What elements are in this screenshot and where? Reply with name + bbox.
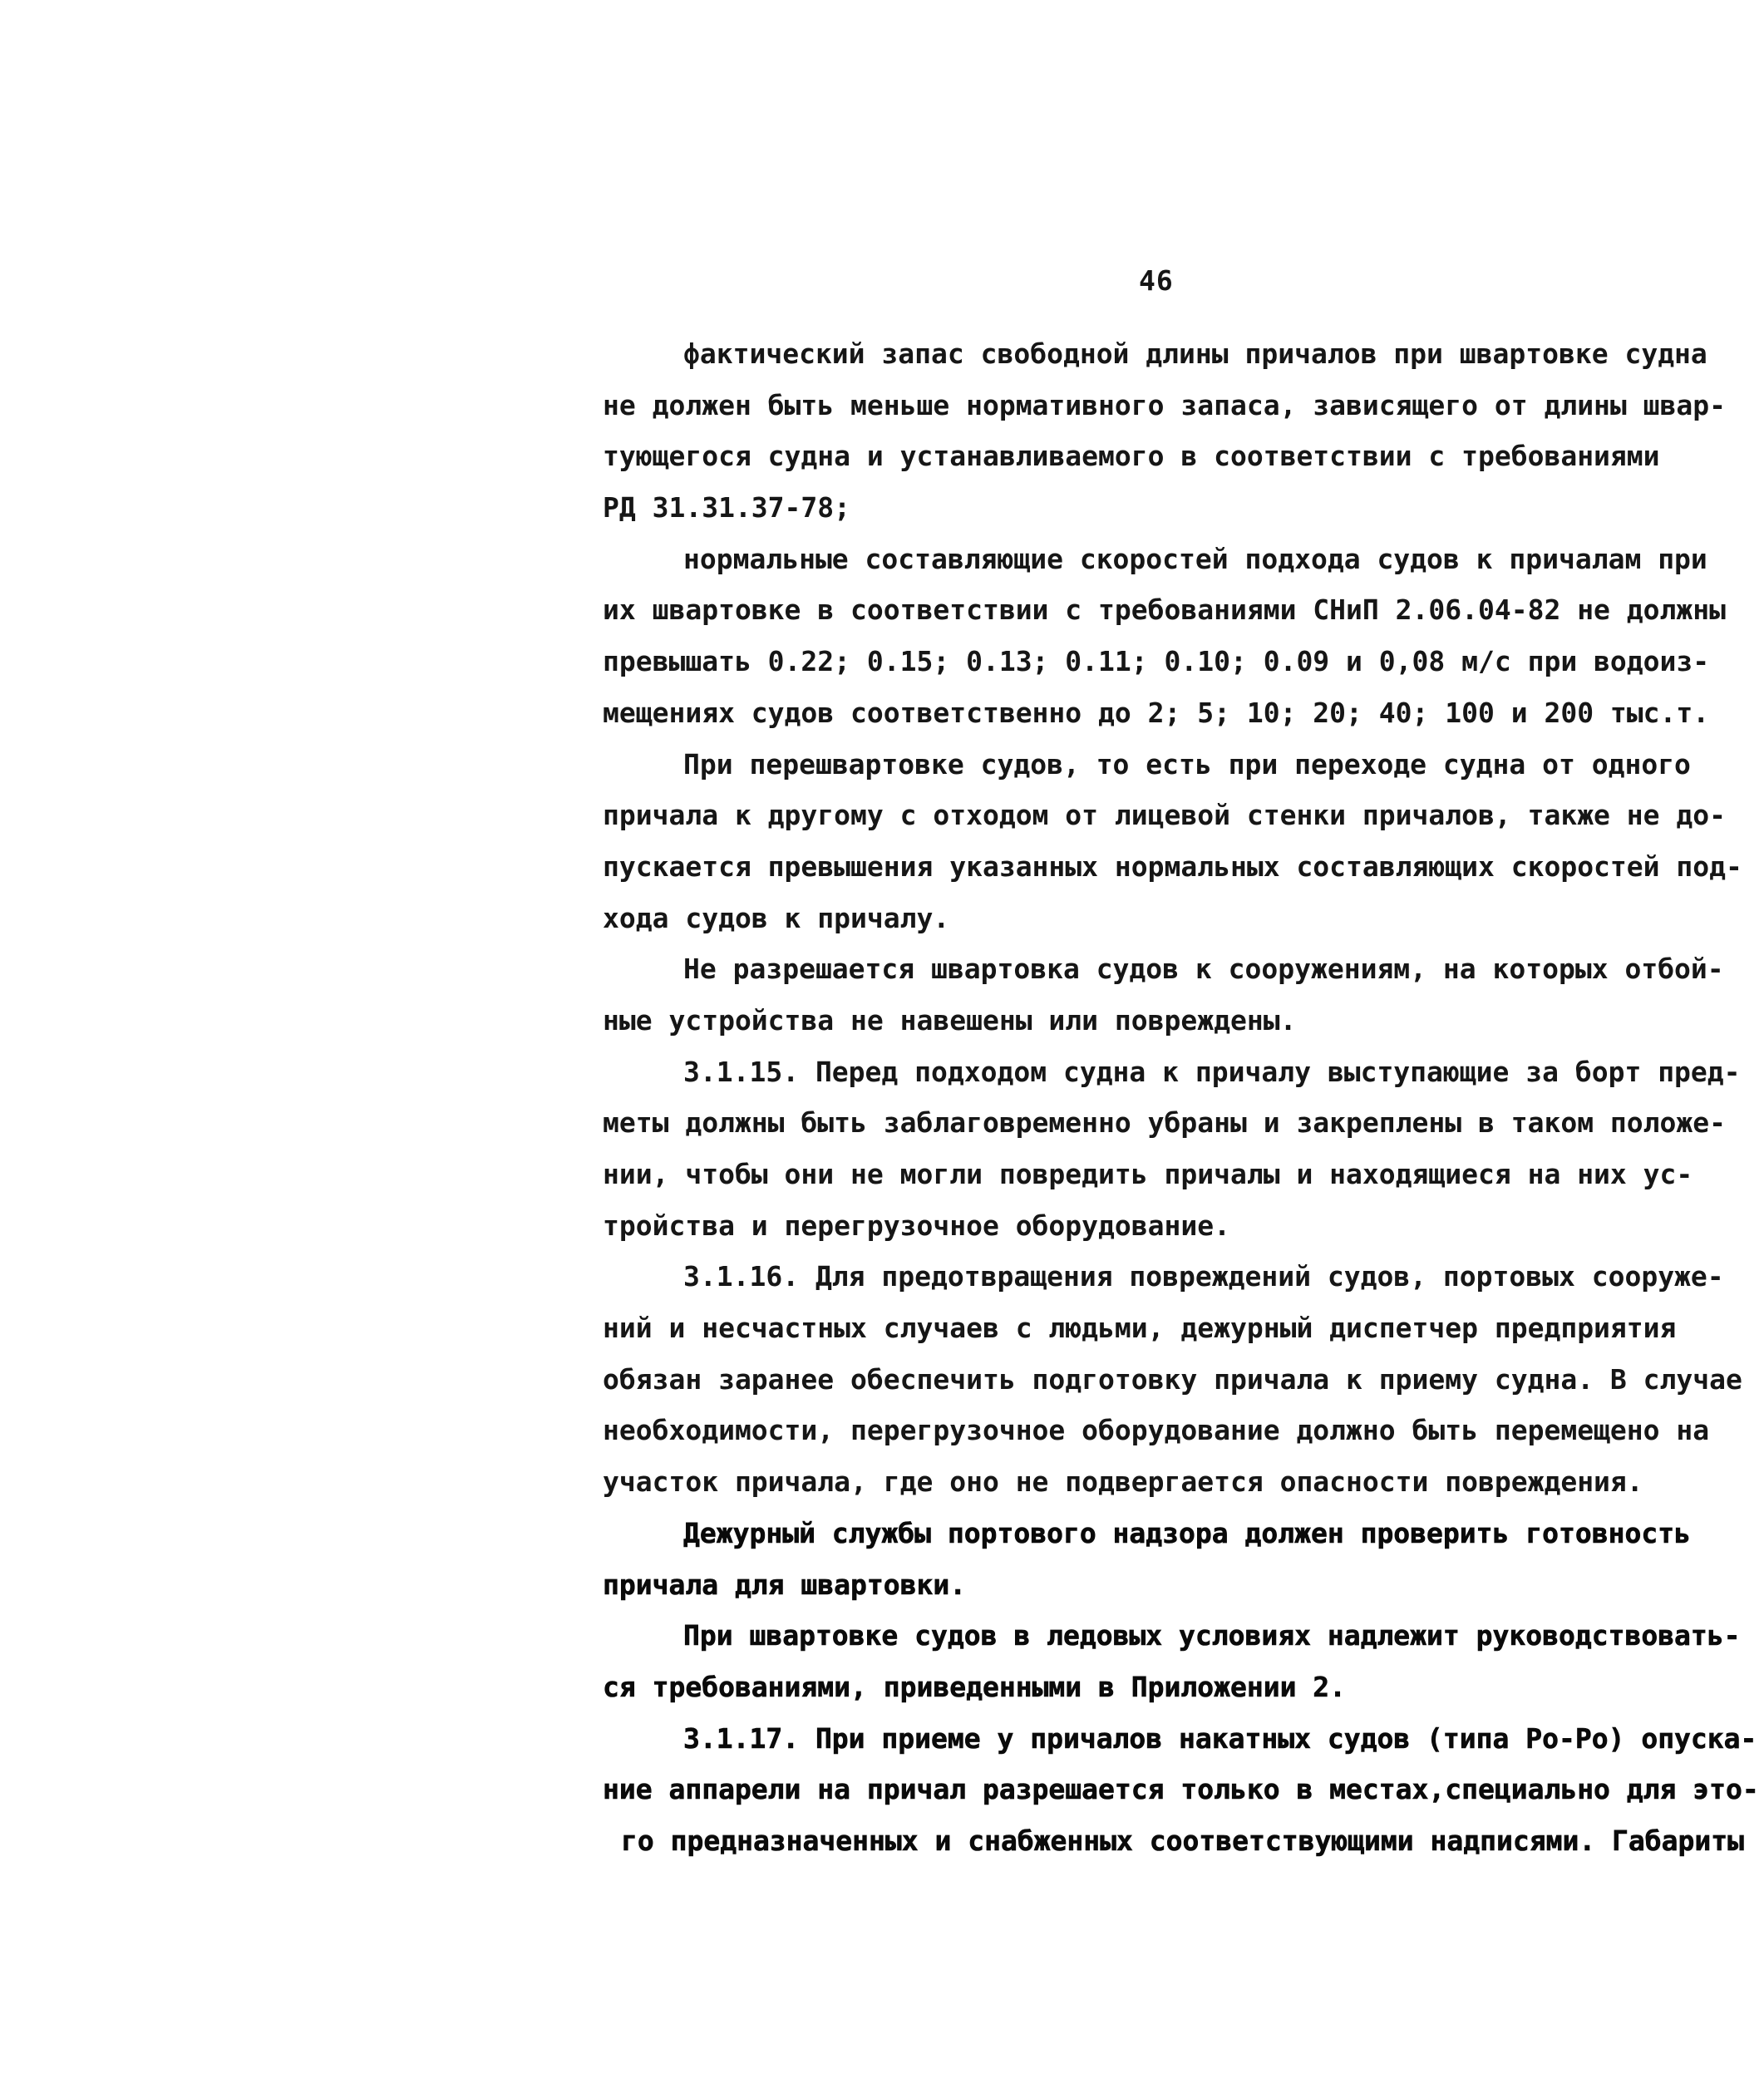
text-line: фактический запас свободной длины причалов при швартовке судна [683, 337, 1707, 370]
text-line: участок причала, где оно не подвергается опасности повреждения. [603, 1465, 1643, 1499]
text-line: меты должны быть заблаговременно убраны и закреплены в таком положе- [603, 1106, 1727, 1140]
body-text [603, 328, 1759, 1867]
text-line: превышать 0.22; 0.15; 0.13; 0.11; 0.10; 0.09 и 0,08 м/с при водоиз- [603, 645, 1710, 678]
page-number: 46 [1139, 264, 1174, 297]
text-line: причала к другому с отходом от лицевой стенки причалов, также не до- [603, 799, 1727, 832]
text-line: ся требованиями, приведенными в Приложении 2. [603, 1670, 1347, 1703]
text-line: ние аппарели на причал разрешается только в местах,специально для это- [603, 1773, 1759, 1806]
text-line: го предназначенных и снабженных соответствующими надписями. Габариты [621, 1824, 1745, 1857]
text-line: хода судов к причалу. [603, 901, 950, 934]
text-line: нии, чтобы они не могли повредить причалы и находящиеся на них ус- [603, 1158, 1693, 1190]
text-line: мещениях судов соответственно до 2; 5; 10; 20; 40; 100 и 200 тыс.т. [603, 696, 1710, 729]
text-line: необходимости, перегрузочное оборудование должно быть перемещено на [603, 1414, 1710, 1447]
text-line: нормальные составляющие скоростей подхода судов к причалам при [683, 542, 1707, 575]
text-line: тующегося судна и устанавливаемого в соответствии с требованиями [603, 440, 1660, 473]
text-line: пускается превышения указанных нормальных составляющих скоростей под- [603, 849, 1742, 883]
text-line: ные устройства не навешены или повреждены. [603, 1003, 1297, 1037]
text-line: Не разрешается швартовка судов к сооружениям, на которых отбой- [683, 953, 1724, 986]
text-line: не должен быть меньше нормативного запаса, зависящего от длины швар- [603, 388, 1727, 421]
text-line: 3.1.16. Для предотвращения повреждений судов, портовых сооруже- [683, 1260, 1724, 1293]
text-line: обязан заранее обеспечить подготовку причала к приему судна. В случае [603, 1362, 1742, 1396]
text-line: 3.1.15. Перед подходом судна к причалу выступающие за борт пред- [683, 1055, 1741, 1088]
text-line: 3.1.17. При приеме у причалов накатных судов (типа Ро-Ро) опуска- [683, 1721, 1757, 1755]
text-line: их швартовке в соответствии с требованиями СНиП 2.06.04-82 не должны [603, 593, 1727, 627]
text-line: тройства и перегрузочное оборудование. [603, 1209, 1230, 1242]
text-line: При швартовке судов в ледовых условиях надлежит руководствовать- [683, 1619, 1741, 1652]
text-line: При перешвартовке судов, то есть при переходе судна от одного [683, 747, 1691, 781]
text-line: РД 31.31.37-78; [603, 491, 851, 524]
text-line: причала для швартовки. [603, 1568, 967, 1601]
text-line: ний и несчастных случаев с людьми, дежурный диспетчер предприятия [603, 1312, 1677, 1345]
text-line: Дежурный службы портового надзора должен проверить готовность [683, 1516, 1691, 1549]
